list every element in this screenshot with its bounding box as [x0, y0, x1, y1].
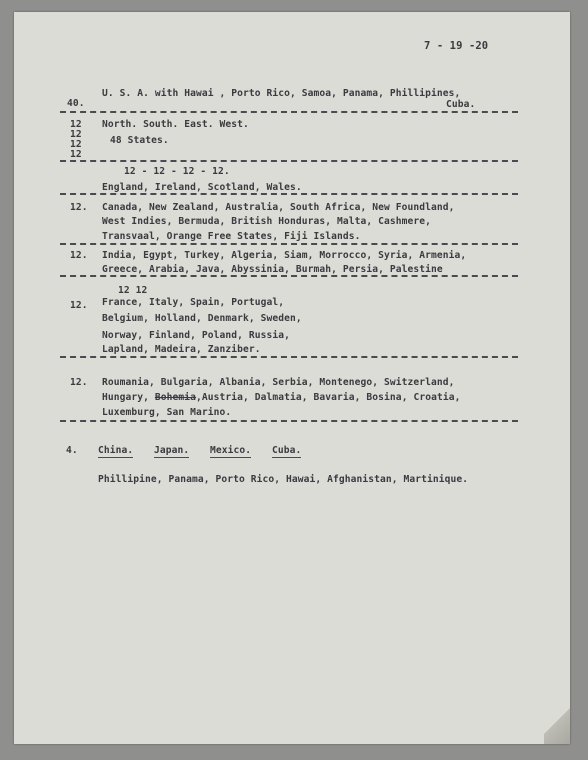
states-count-3: 12 — [70, 139, 82, 150]
europe-west-line-1: France, Italy, Spain, Portugal, — [102, 297, 285, 308]
british-count: 12. — [70, 202, 88, 213]
rule-1 — [60, 111, 518, 113]
rule-6 — [60, 356, 518, 358]
british-line-1: England, Ireland, Scotland, Wales. — [102, 182, 302, 193]
europe-east-count: 12. — [70, 377, 88, 388]
europe-east-line-3: Luxemburg, San Marino. — [102, 407, 232, 418]
footer-line: Phillipine, Panama, Porto Rico, Hawai, Afghanistan, Martinique. — [98, 474, 469, 485]
europe-west-line-3: Norway, Finland, Poland, Russia, — [102, 330, 291, 341]
rule-2 — [60, 160, 518, 162]
rule-4 — [60, 243, 518, 245]
states-count-1: 12 — [70, 119, 82, 130]
europe-east-line-2-start: Hungary, — [102, 392, 155, 403]
others-count: 4. — [66, 445, 78, 456]
rule-3 — [60, 193, 518, 195]
europe-west-line-4: Lapland, Madeira, Zanziber. — [102, 344, 261, 355]
states-count-2: 12 — [70, 129, 82, 140]
rule-7 — [60, 420, 518, 422]
asia-line-2: Greece, Arabia, Java, Abyssinia, Burmah, Persia, Palestine — [102, 264, 443, 275]
europe-east-line-1: Roumania, Bulgaria, Albania, Serbia, Montenego, Switzerland, — [102, 377, 455, 388]
others-item-mexico: Mexico. — [210, 445, 252, 456]
europe-west-numbers: 12 12 — [118, 285, 148, 296]
document-date: 7 - 19 -20 — [424, 40, 489, 52]
others-item-cuba: Cuba. — [272, 445, 302, 456]
europe-west-count: 12. — [70, 300, 88, 311]
british-line-3: West Indies, Bermuda, British Honduras, Malta, Cashmere, — [102, 216, 432, 227]
usa-count: 40. — [67, 98, 85, 109]
europe-east-line-2-end: ,Austria, Dalmatia, Bavaria, Bosina, Croatia, — [196, 392, 461, 403]
others-item-japan: Japan. — [154, 445, 190, 456]
asia-count: 12. — [70, 250, 88, 261]
asia-line-1: India, Egypt, Turkey, Algeria, Siam, Morrocco, Syria, Armenia, — [102, 250, 467, 261]
europe-east-line-2 — [102, 392, 460, 404]
british-line-2: Canada, New Zealand, Australia, South Africa, New Foundland, — [102, 202, 455, 213]
states-directions: North. South. East. West. — [102, 119, 249, 130]
europe-west-line-2: Belgium, Holland, Denmark, Sweden, — [102, 313, 302, 324]
others-item-china: China. — [98, 445, 134, 456]
usa-line-1: U. S. A. with Hawai , Porto Rico, Samoa, Panama, Phillipines, — [102, 88, 461, 99]
british-line-4: Transvaal, Orange Free States, Fiji Islands. — [102, 231, 361, 242]
states-count-4: 12 — [70, 149, 82, 160]
document-page — [14, 12, 570, 744]
struck-word: Bohemia — [154, 392, 197, 403]
usa-line-2: Cuba. — [446, 99, 476, 110]
british-numbers: 12 - 12 - 12 - 12. — [124, 166, 230, 177]
rule-5 — [60, 275, 518, 277]
page-curl — [544, 704, 570, 744]
states-total: 48 States. — [110, 135, 169, 146]
